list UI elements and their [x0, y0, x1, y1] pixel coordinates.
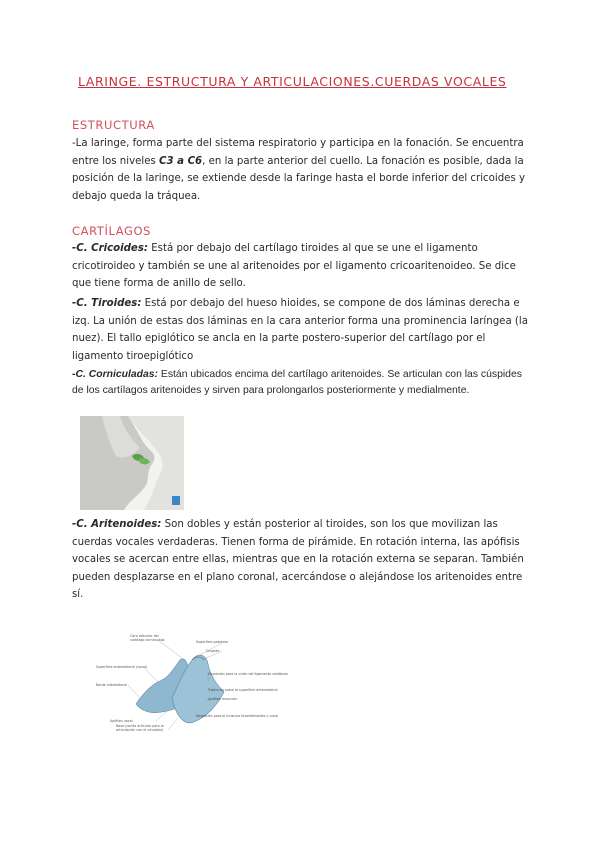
label-10: Depresión para el músculo tiroaritenoideo y vocal	[196, 714, 279, 718]
paragraph-aritenoides	[72, 516, 532, 604]
label-11: Apófisis vocal	[110, 719, 133, 723]
text-tiroides: Está por debajo del hueso hioides, se compone de dos láminas derecha e izq. La unión de estas dos láminas en la cara anterior forma una prominencia laríngea (la nuez). El tallo epiglótico se ancla en la parte postero-superior del cartílago por el ligamento tiroepiglótico	[72, 298, 528, 362]
paragraph-estructura	[72, 135, 532, 205]
estructura-levels: C3 a C6	[159, 155, 203, 167]
heading-estructura: ESTRUCTURA	[72, 118, 155, 132]
corniculate-cartilage-image	[80, 416, 184, 510]
term-aritenoides: -C. Aritenoides:	[72, 519, 162, 530]
term-corniculadas: -C. Corniculadas:	[72, 369, 159, 380]
text-cricoides: Está por debajo del cartílago tiroides al que se une el ligamento cricotiroideo y también se une al aritenoides por el ligamento cricoaritenoideo. Se dice que tiene forma de anillo de sello.	[72, 243, 516, 289]
label-6: Borde inferolateral	[96, 683, 127, 687]
label-9: Apófisis muscular	[208, 697, 238, 701]
text-aritenoides: Son dobles y están posterior al tiroides, son los que movilizan las cuerdas vocales verdaderas. Tienen forma de pirámide. En rotación interna, las apófisis vocales se acercan entre ellas, mientras que en la rotación externa se separan. También pueden desplazarse en el plano coronal, acercándose o alejándose los aritenoides entre sí.	[72, 519, 524, 600]
estructura-text-1: -La laringe, forma parte del sistema respiratorio y participa en la fonación. Se encuentra entre los niveles	[72, 138, 524, 167]
label-13: articulación con el cricoides)	[116, 728, 164, 732]
term-cricoides: -C. Cricoides:	[72, 243, 148, 254]
label-3: Superficie posterior	[196, 640, 229, 644]
paragraph-tiroides	[72, 295, 532, 365]
label-2: cartílago corniculado	[130, 638, 165, 642]
label-5: Superficie anterolateral (vocal)	[96, 665, 148, 669]
label-4: Cúspide	[206, 649, 220, 653]
arytenoid-cartilage-diagram	[96, 632, 326, 740]
paragraph-cricoides	[72, 240, 532, 293]
label-8: Tubérculo sobre la superficie anterolateral	[208, 688, 278, 692]
heading-cartilagos: CARTÍLAGOS	[72, 224, 152, 238]
text-corniculadas: Están ubicados encima del cartílago aritenoides. Se articulan con las cúspides de los cartílagos aritenoides y sirven para prolongarlos posteriormente y medialmente.	[72, 369, 522, 396]
label-12: Base (carilla articular para la	[116, 724, 164, 728]
label-1: Cara articular del	[130, 634, 159, 638]
label-7: Depresión para la unión del ligamento vestibular	[208, 672, 289, 676]
estructura-text-2: , en la parte anterior del cuello. La fonación es posible, dada la posición de la laringe, se extiende desde la faringe hasta el borde inferior del cricoides y debajo queda la tráquea.	[72, 155, 526, 202]
term-tiroides: -C. Tiroides:	[72, 298, 142, 309]
document-title: LARINGE. ESTRUCTURA Y ARTICULACIONES.CUERDAS VOCALES	[78, 74, 507, 89]
paragraph-corniculadas	[72, 367, 532, 398]
